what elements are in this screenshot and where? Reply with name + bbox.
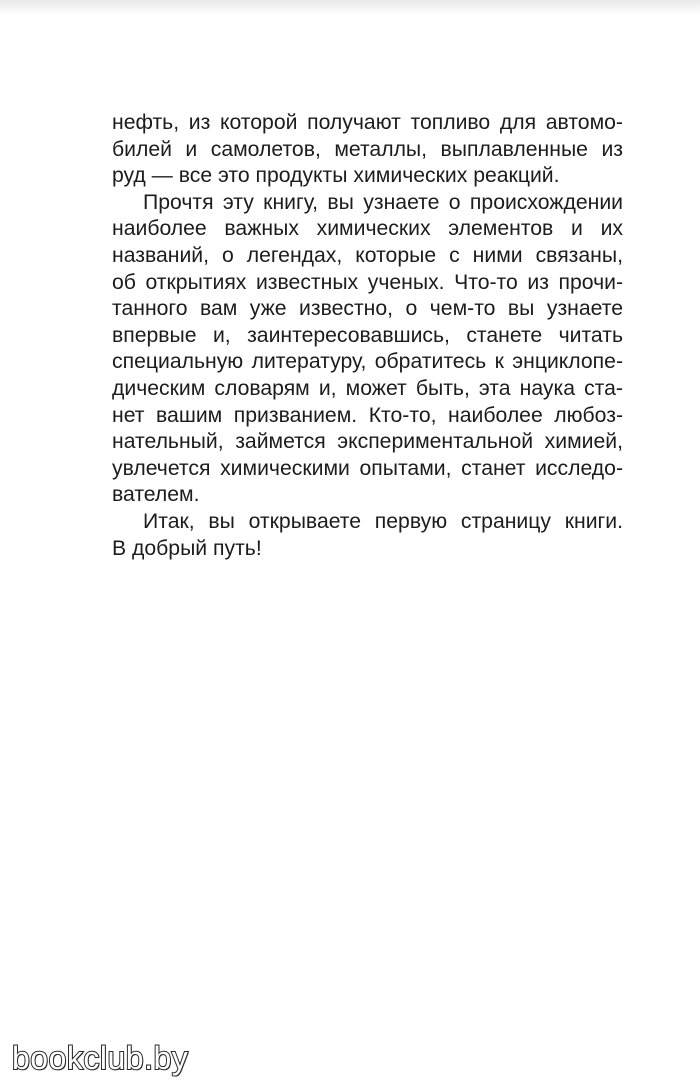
- paragraph-2-line-8: дическим словарям и, может быть, эта наука ста-: [112, 376, 623, 400]
- paragraph-2-line-5: танного вам уже известно, о чем-то вы узнаете: [112, 297, 623, 321]
- paragraph-3-line-2: В добрый путь!: [112, 536, 262, 560]
- paragraph-2-line-3: названий, о легендах, которые с ними связаны,: [112, 243, 623, 267]
- paragraph-1-line-1: нефть, из которой получают топливо для автомо-: [112, 111, 623, 134]
- paragraph-2-line-4: об открытиях известных ученых. Что-то из прочи-: [112, 270, 623, 294]
- watermark-logo: bookclub.by: [12, 1040, 189, 1076]
- top-edge-shadow: [0, 0, 700, 16]
- paragraph-2-line-2: наиболее важных химических элементов и их: [112, 217, 623, 241]
- paragraph-2-line-9: нет вашим призванием. Кто-то, наиболее любоз-: [112, 403, 623, 427]
- page-body-text: [112, 110, 623, 562]
- paragraph-2-line-7: специальную литературу, обратитесь к энциклопе-: [112, 350, 623, 374]
- paragraph-2-line-1: Прочтя эту книгу, вы узнаете о происхождении: [143, 190, 623, 214]
- paragraph-2-line-11: увлечется химическими опытами, станет исследо-: [112, 456, 623, 480]
- paragraph-1-line-2: билей и самолетов, металлы, выплавленные из: [112, 137, 623, 161]
- paragraph-2-line-12: вателем.: [112, 483, 200, 507]
- paragraph-3-line-1: Итак, вы открываете первую страницу книги.: [143, 509, 623, 533]
- paragraph-2-line-10: нательный, займется экспериментальной химией,: [112, 430, 623, 454]
- paragraph-1-line-3: руд — все это продукты химических реакций.: [112, 164, 560, 188]
- paragraph-2-line-6: впервые и, заинтересовавшись, станете читать: [112, 323, 623, 347]
